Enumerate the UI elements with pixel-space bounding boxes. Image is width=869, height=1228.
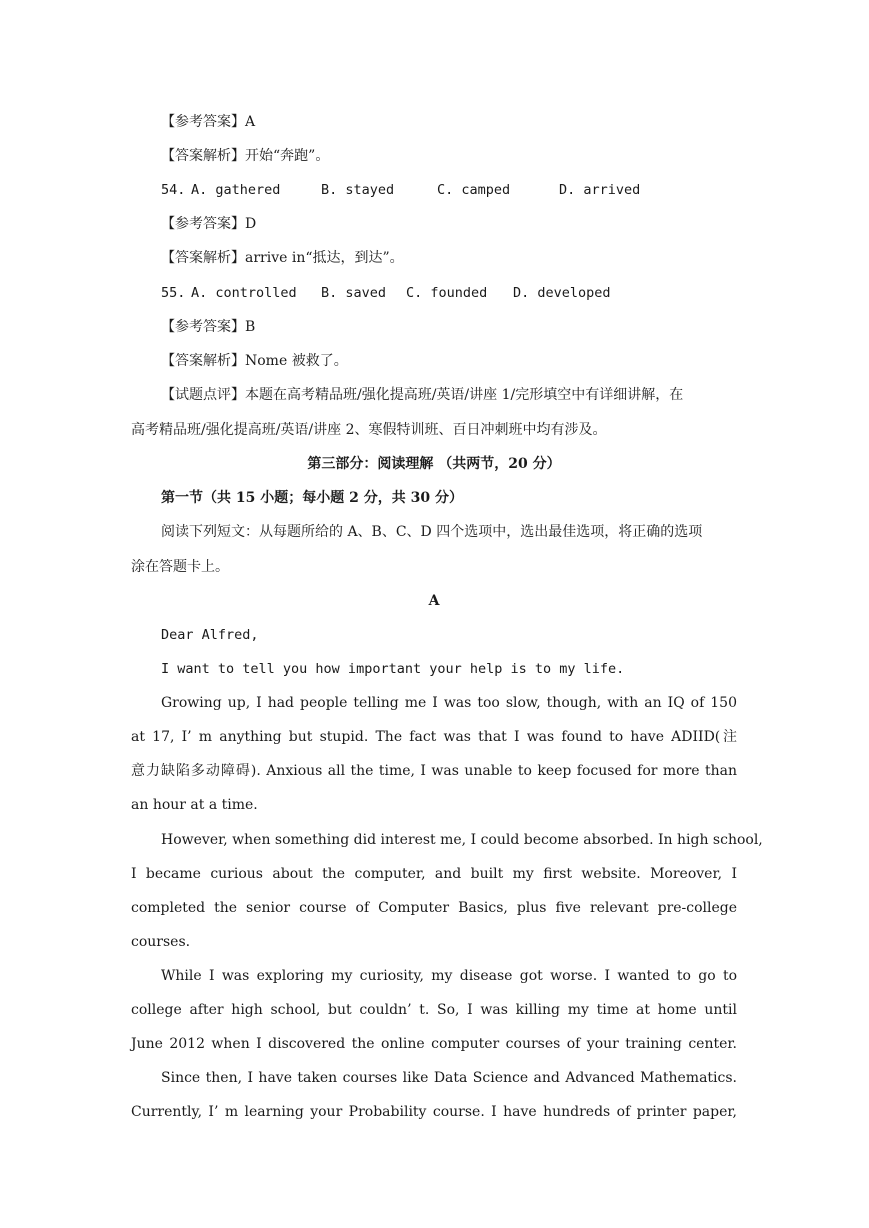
q55-option-b: B. saved [321, 285, 387, 301]
q54-option-a: A. gathered [191, 182, 281, 198]
q53-analysis: 【答案解析】开始“奔跑”。 [161, 148, 330, 164]
passage-p2-line-1: Growing up, I had people telling me I was too slow, though, with an IQ of 150 [161, 695, 737, 711]
passage-p3-line-3: completed the senior course of Computer Basics, plus five relevant pre-college [131, 900, 737, 916]
passage-p3-line-1: However, when something did interest me, I could become absorbed. In high school, [161, 832, 763, 848]
q54-analysis: 【答案解析】arrive in“抵达，到达”。 [161, 250, 404, 266]
passage-label: A [428, 593, 440, 609]
comment-line-2: 高考精品班/强化提高班/英语/讲座 2、寒假特训班、百日冲刺班中均有涉及。 [131, 422, 607, 438]
q54-option-d: D. arrived [559, 182, 641, 198]
section1-title: 第一节（共 15 小题；每小题 2 分，共 30 分） [161, 490, 463, 506]
q55-option-c: C. founded [406, 285, 488, 301]
passage-p3-line-4: courses. [131, 934, 191, 950]
passage-salutation: Dear Alfred, [161, 627, 259, 643]
passage-p4-line-2: college after high school, but couldn’ t. So, I was killing my time at home until [131, 1002, 737, 1018]
q54-option-c: C. camped [437, 182, 511, 198]
passage-p5-line-2: Currently, I’ m learning your Probability course. I have hundreds of printer paper, [131, 1104, 737, 1120]
q55-option-d: D. developed [513, 285, 611, 301]
q55-option-a: A. controlled [191, 285, 297, 301]
q55-answer: 【参考答案】B [161, 319, 256, 335]
part3-title: 第三部分：阅读理解 （共两节，20 分） [307, 456, 561, 472]
passage-p4-line-1: While I was exploring my curiosity, my disease got worse. I wanted to go to [161, 968, 737, 984]
q53-answer: 【参考答案】A [161, 114, 256, 130]
passage-p4-line-3: June 2012 when I discovered the online computer courses of your training center. [131, 1036, 737, 1052]
q55-number: 55. [161, 285, 186, 301]
q54-answer: 【参考答案】D [161, 216, 257, 232]
instructions-line-2: 涂在答题卡上。 [131, 559, 229, 575]
comment-line-1: 【试题点评】本题在高考精品班/强化提高班/英语/讲座 1/完形填空中有详细讲解，在 [161, 387, 684, 403]
passage-p1: I want to tell you how important your help is to my life. [161, 661, 625, 677]
passage-p3-line-2: I became curious about the computer, and built my first website. Moreover, I [131, 866, 737, 882]
q55-analysis: 【答案解析】Nome 被救了。 [161, 353, 348, 369]
passage-p2-line-4: an hour at a time. [131, 797, 258, 813]
q54-number: 54. [161, 182, 186, 198]
q54-option-b: B. stayed [321, 182, 395, 198]
instructions-line-1: 阅读下列短文：从每题所给的 A、B、C、D 四个选项中，选出最佳选项，将正确的选项 [161, 524, 703, 540]
passage-p5-line-1: Since then, I have taken courses like Data Science and Advanced Mathematics. [161, 1070, 737, 1086]
passage-p2-line-2: at 17, I’ m anything but stupid. The fact was that I was found to have ADIID(注 [131, 729, 737, 745]
passage-p2-line-3: 意力缺陷多动障碍). Anxious all the time, I was unable to keep focused for more than [131, 763, 737, 779]
